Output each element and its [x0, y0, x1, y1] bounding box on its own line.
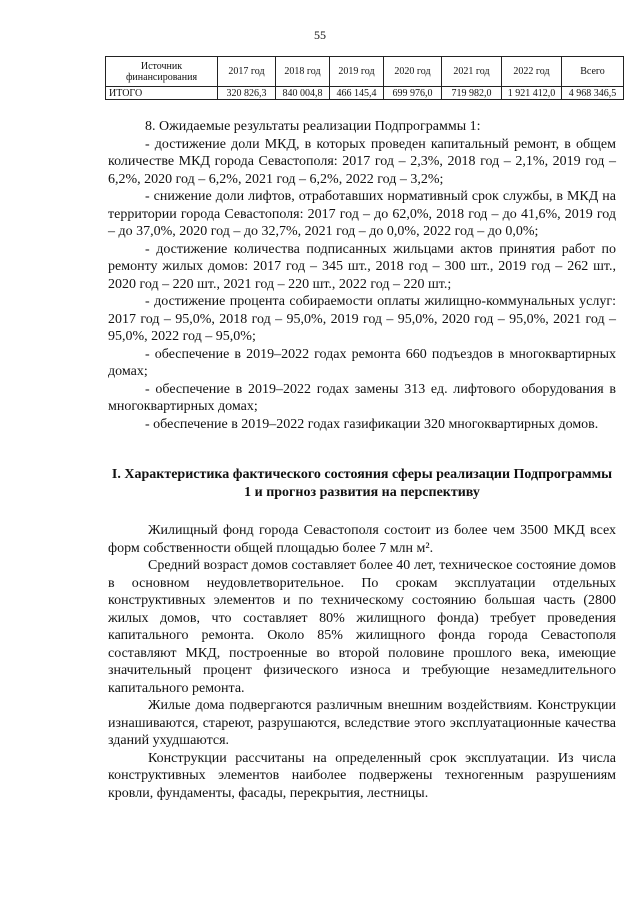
table-cell: 840 004,8: [276, 87, 330, 100]
table-cell: 699 976,0: [384, 87, 442, 100]
expected-result-item: - достижение количества подписанных жильцами актов принятия работ по ремонту жилых домов: 2017 год – 345 шт., 2018 год – 300 шт., 2019 год – 262 шт., 2020 год – 220 шт., 2021 год – 220 шт., 2022 год – 220 шт.;: [108, 241, 616, 292]
table-cell: 320 826,3: [218, 87, 276, 100]
header-cell: 2021 год: [442, 57, 502, 87]
expected-result-item: - достижение доли МКД, в которых проведен капитальный ремонт, в общем количестве МКД города Севастополя: 2017 год – 2,3%, 2018 год – 2,1%, 2019 год – 6,2%, 2020 год – 6,2%, 2021 год – 6,2%, 2022 год – 3,2%;: [108, 136, 616, 187]
body-paragraph: Жилищный фонд города Севастополя состоит из более чем 3500 МКД всех форм собственности общей площадью более 7 млн м².: [108, 523, 616, 556]
body-paragraph: Конструкции рассчитаны на определенный срок эксплуатации. Из числа конструктивных элементов наиболее подвержены техногенным разрушениям кровли, фундаменты, фасады, перекрытия, лестницы.: [108, 750, 616, 801]
table-cell: ИТОГО: [106, 87, 218, 100]
header-cell: 2018 год: [276, 57, 330, 87]
header-cell: Источник финансирования: [106, 57, 218, 87]
expected-result-item: - снижение доли лифтов, отработавших нормативный срок службы, в МКД на территории города Севастополя: 2017 год – до 62,0%, 2018 год – до 41,6%, 2019 год – до 37,0%, 2020 год – до 32,7%, 2021 год – до 0,0%, 2022 год – до 0,0%;: [108, 189, 616, 239]
table-cell: 466 145,4: [330, 87, 384, 100]
expected-result-item: - обеспечение в 2019–2022 годах замены 313 ед. лифтового оборудования в многоквартирных домах;: [108, 381, 616, 414]
expected-results-list: [108, 118, 616, 433]
table-header-row: [106, 57, 624, 87]
table-cell: 719 982,0: [442, 87, 502, 100]
expected-result-item: - достижение процента собираемости оплаты жилищно-коммунальных услуг: 2017 год – 95,0%, 2018 год – 95,0%, 2019 год – 95,0%, 2020 год – 95,0%, 2021 год – 95,0%, 2022 год – 95,0%;: [108, 294, 616, 344]
body-paragraph: Средний возраст домов составляет более 40 лет, техническое состояние домов в основном неудовлетворительное. По срокам эксплуатации отдельных конструктивных элементов и по техническому состоянию большая часть (2800 жилых домов, что составляет 80% жилищного фонда) требует проведения капитального ремонта. Около 85% жилищного фонда города Севастополя составляют МКД, построенные во второй половине прошлого века, имеющие значительный процент физического износа и требующие незамедлительного капитального ремонта.: [108, 558, 616, 696]
table-row: [106, 87, 624, 100]
header-cell: 2019 год: [330, 57, 384, 87]
header-cell: 2017 год: [218, 57, 276, 87]
table-cell: 1 921 412,0: [502, 87, 562, 100]
header-cell: 2020 год: [384, 57, 442, 87]
page-number: 55: [314, 28, 326, 42]
main-text: [108, 118, 616, 802]
expected-result-item: - обеспечение в 2019–2022 годах газификации 320 многоквартирных домов.: [145, 416, 599, 432]
expected-results-title: 8. Ожидаемые результаты реализации Подпрограммы 1:: [145, 119, 481, 134]
funding-table: [105, 56, 624, 100]
header-cell: Всего: [562, 57, 624, 87]
header-cell: 2022 год: [502, 57, 562, 87]
expected-result-item: - обеспечение в 2019–2022 годах ремонта 660 подъездов в многоквартирных домах;: [108, 346, 616, 379]
section-body: [108, 522, 616, 802]
section-heading: I. Характеристика фактического состояния сферы реализации Подпрограммы 1 и прогноз развития на перспективу: [111, 467, 613, 500]
table-cell: 4 968 346,5: [562, 87, 624, 100]
body-paragraph: Жилые дома подвергаются различным внешним воздействиям. Конструкции изнашиваются, стареют, разрушаются, вследствие этого эксплуатационные качества зданий ухудшаются.: [108, 698, 616, 748]
